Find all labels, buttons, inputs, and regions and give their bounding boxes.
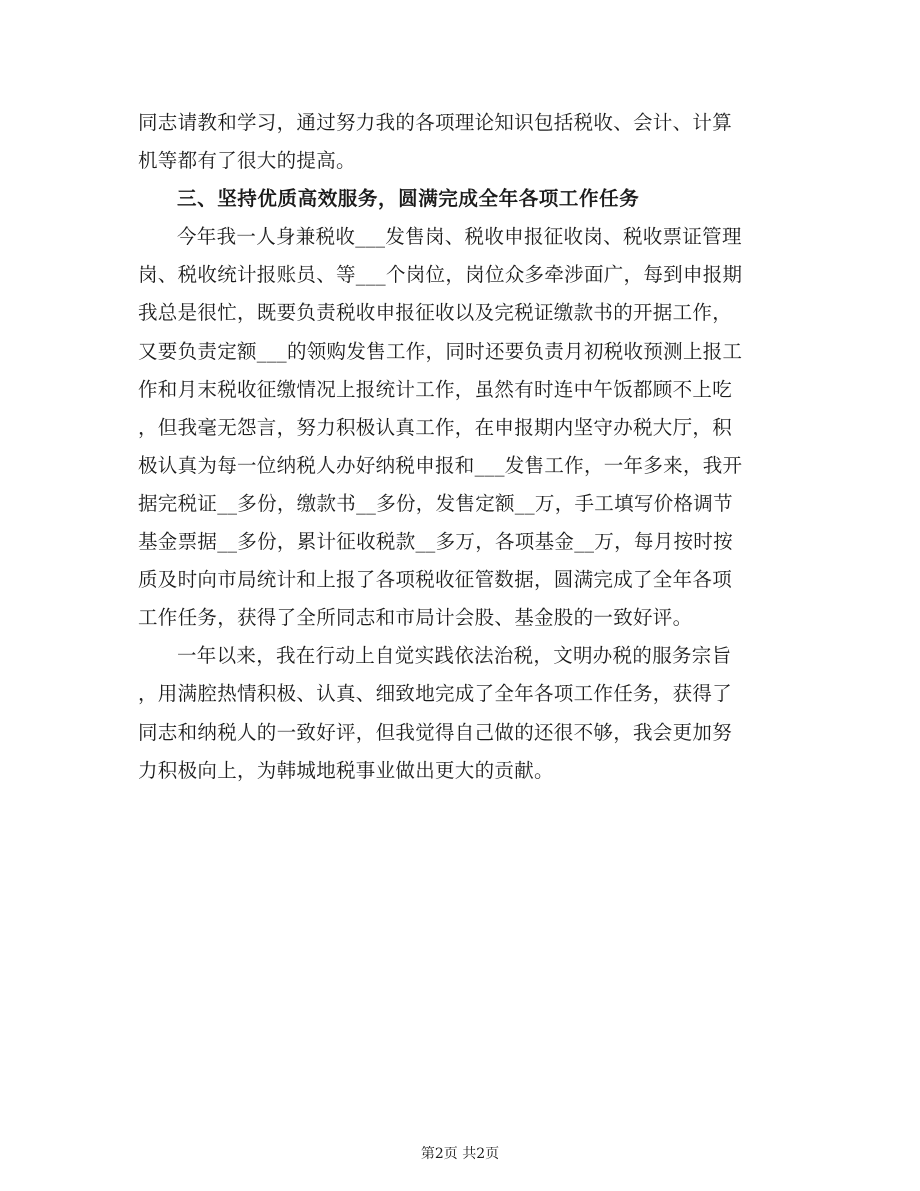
section-heading: 三、坚持优质高效服务，圆满完成全年各项工作任务 [177,187,640,211]
text-line: 质及时向市局统计和上报了各项税收征管数据，圆满完成了全年各项 [138,568,733,592]
text-line: 工作任务，获得了全所同志和市局计会股、基金股的一致好评。 [138,606,693,630]
text-line: 基金票据__多份，累计征收税款__多万，各项基金__万，每月按时按 [138,530,733,554]
paragraph-first-line: 今年我一人身兼税收___发售岗、税收申报征收岗、税收票证管理 [177,225,742,249]
text-line: 机等都有了很大的提高。 [138,149,356,173]
text-line: 又要负责定额___的领购发售工作，同时还要负责月初税收预测上报工 [138,339,743,363]
text-line: 据完税证__多份，缴款书__多份，发售定额__万，手工填写价格调节 [138,491,733,515]
text-line: 极认真为每一位纳税人办好纳税申报和___发售工作，一年多来，我开 [138,453,743,477]
text-line: 岗、税收统计报账员、等___个岗位，岗位众多牵涉面广，每到申报期 [138,263,743,287]
paragraph-first-line: 一年以来，我在行动上自觉实践依法治税，文明办税的服务宗旨 [177,644,732,668]
text-line: 作和月末税收征缴情况上报统计工作，虽然有时连中午饭都顾不上吃 [138,377,733,401]
text-line: 同志请教和学习，通过努力我的各项理论知识包括税收、会计、计算 [138,111,733,134]
document-body [138,104,782,790]
text-line: 同志和纳税人的一致好评，但我觉得自己做的还很不够，我会更加努 [138,720,733,744]
text-line: 我总是很忙，既要负责税收申报征收以及完税证缴款书的开据工作， [138,301,733,325]
text-line: 力积极向上，为韩城地税事业做出更大的贡献。 [138,758,554,782]
text-line: ，用满腔热情积极、认真、细致地完成了全年各项工作任务，获得了 [138,682,733,706]
text-line: ，但我毫无怨言，努力积极认真工作，在申报期内坚守办税大厅，积 [138,415,733,439]
page-number: 第2页 共2页 [420,1146,500,1162]
